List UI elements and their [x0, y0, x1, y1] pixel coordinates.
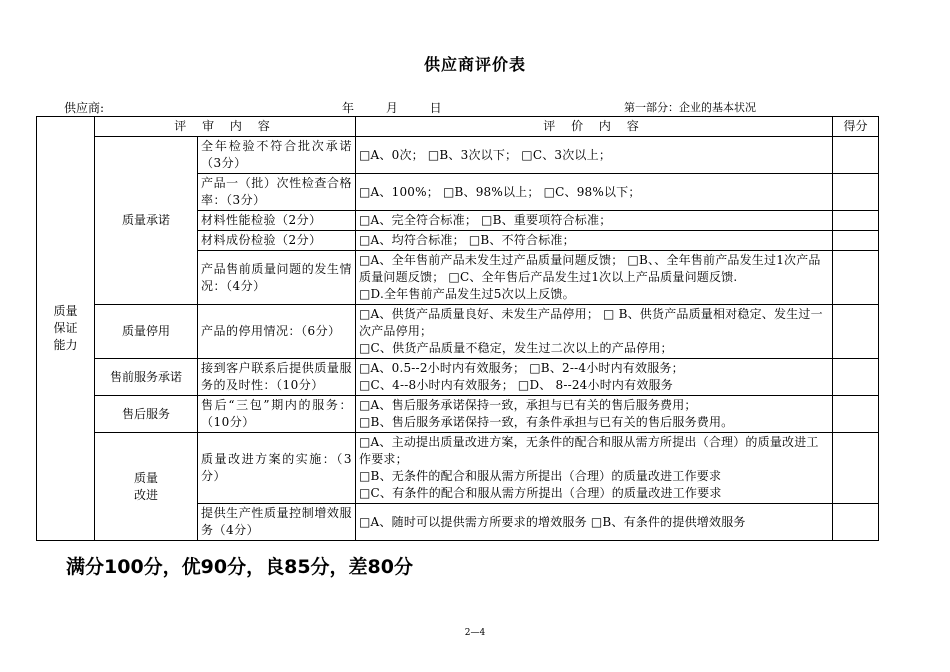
- evaluation-options: [356, 251, 833, 305]
- score-cell[interactable]: [833, 433, 879, 504]
- evaluation-options: [356, 504, 833, 541]
- evaluation-options: [356, 231, 833, 251]
- group-name: 质量 改进: [95, 433, 198, 541]
- review-item: 材料性能检验（2分）: [198, 211, 356, 231]
- page-title: 供应商评价表: [423, 55, 526, 74]
- option-line: □A、供货产品质量良好、未发生产品停用； □ B、供货产品质量相对稳定、发生过一次产品停用；: [359, 307, 823, 338]
- score-cell[interactable]: [833, 504, 879, 541]
- evaluation-table: [36, 116, 879, 541]
- table-row: [37, 305, 879, 359]
- section-label: 第一部分：企业的基本状况: [624, 101, 756, 114]
- evaluation-options: [356, 211, 833, 231]
- group-name: 质量承诺: [95, 137, 198, 305]
- table-row: [37, 396, 879, 433]
- option-line: □A、完全符合标准； □B、重要项符合标准；: [359, 213, 612, 227]
- review-item: 质量改进方案的实施：（3分）: [198, 433, 356, 504]
- option-line: □A、均符合标准； □B、不符合标准；: [359, 233, 575, 247]
- evaluation-options: [356, 396, 833, 433]
- option-line: □C、有条件的配合和服从需方所提出（合理）的质量改进工作要求: [359, 486, 722, 500]
- date-label: 年 月 日: [342, 101, 442, 115]
- option-line: □C、供货产品质量不稳定，发生过二次以上的产品停用；: [359, 341, 673, 355]
- evaluation-options: [356, 137, 833, 174]
- review-item: 材料成份检验（2分）: [198, 231, 356, 251]
- score-cell[interactable]: [833, 305, 879, 359]
- score-scale-footer: 满分100分，优90分，良85分，差80分: [66, 556, 413, 578]
- review-item: 接到客户联系后提供质量服务的及时性：（10分）: [198, 359, 356, 396]
- score-cell[interactable]: [833, 174, 879, 211]
- review-item: 提供生产性质量控制增效服务（4分）: [198, 504, 356, 541]
- evaluation-options: [356, 305, 833, 359]
- option-line: □B、售后服务承诺保持一致，有条件承担与已有关的售后服务费用。: [359, 415, 734, 429]
- option-line: □A、全年售前产品未发生过产品质量问题反馈； □B、、全年售前产品发生过1次产品质量问题反馈； □C、全年售后产品发生过1次以上产品质量问题反馈.: [359, 253, 821, 284]
- option-line: □A、0次； □B、3次以下； □C、3次以上；: [359, 147, 612, 162]
- header-score: 得分: [833, 117, 879, 137]
- header-review: 评 审 内 容: [95, 117, 356, 137]
- table-row: [37, 433, 879, 504]
- score-cell[interactable]: [833, 211, 879, 231]
- score-cell[interactable]: [833, 251, 879, 305]
- option-line: □B、无条件的配合和服从需方所提出（合理）的质量改进工作要求: [359, 469, 722, 483]
- group-name: 售后服务: [95, 396, 198, 433]
- category-cell: 质量 保证 能力: [37, 117, 95, 541]
- review-item: 全年检验不符合批次承诺（3分）: [198, 137, 356, 174]
- option-line: □A、100%； □B、98%以上； □C、98%以下；: [359, 184, 641, 199]
- score-cell[interactable]: [833, 231, 879, 251]
- table-header-row: [37, 117, 879, 137]
- option-line: □A、主动提出质量改进方案，无条件的配合和服从需方所提出（合理）的质量改进工作要求；: [359, 435, 819, 466]
- score-cell[interactable]: [833, 396, 879, 433]
- review-item: 产品售前质量问题的发生情况：（4分）: [198, 251, 356, 305]
- page-number: 2—4: [464, 628, 486, 638]
- evaluation-options: [356, 174, 833, 211]
- review-item: 产品一（批）次性检查合格率：（3分）: [198, 174, 356, 211]
- evaluation-options: [356, 433, 833, 504]
- option-line: □C、4--8小时内有效服务； □D、 8--24小时内有效服务: [359, 378, 673, 392]
- option-line: □A、0.5--2小时内有效服务； □B、2--4小时内有效服务；: [359, 361, 684, 375]
- group-name: 质量停用: [95, 305, 198, 359]
- option-line: □A、随时可以提供需方所要求的增效服务 □B、有条件的提供增效服务: [359, 514, 746, 529]
- option-line: □D.全年售前产品发生过5次以上反馈。: [359, 287, 575, 301]
- supplier-label: 供应商:: [64, 101, 105, 115]
- group-name: 售前服务承诺: [95, 359, 198, 396]
- header-eval: 评 价 内 容: [356, 117, 833, 137]
- review-item: 产品的停用情况：（6分）: [198, 305, 356, 359]
- score-cell[interactable]: [833, 137, 879, 174]
- review-item: 售后“三包”期内的服务：（10分）: [198, 396, 356, 433]
- table-row: [37, 137, 879, 174]
- evaluation-options: [356, 359, 833, 396]
- score-cell[interactable]: [833, 359, 879, 396]
- option-line: □A、售后服务承诺保持一致，承担与已有关的售后服务费用；: [359, 398, 697, 412]
- table-row: [37, 359, 879, 396]
